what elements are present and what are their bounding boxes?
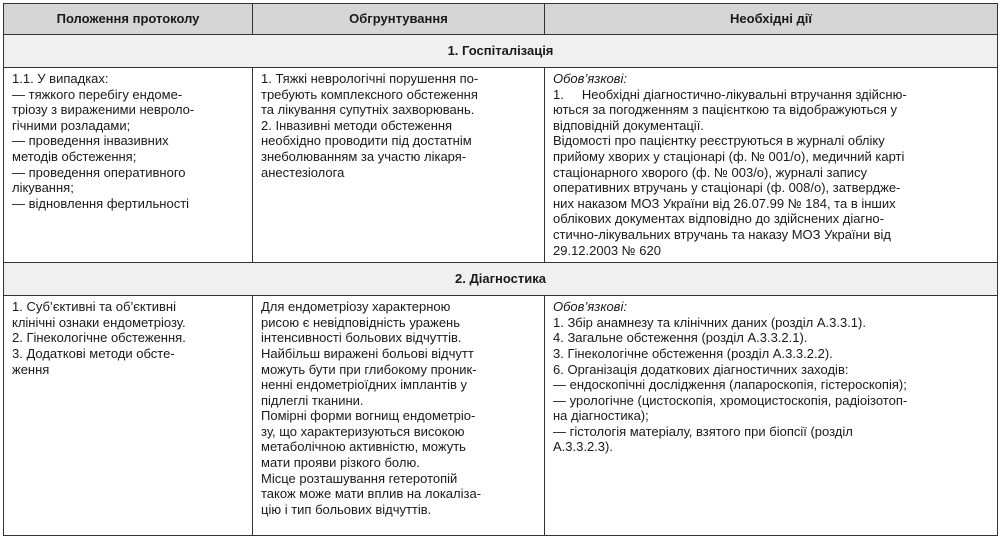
text-line: стично-лікувальних втручань та наказу МОЗ України від	[553, 226, 891, 242]
text-line: зу, що характеризуються високою	[261, 423, 465, 439]
text-line: Відомості про пацієнтку реєструються в журналі обліку	[553, 133, 885, 149]
text-line: Для ендометріозу характерною	[261, 299, 451, 315]
text-line: інтенсивності больових відчуттів.	[261, 330, 462, 346]
text-line: — гістологія матеріалу, взятого при біопсії (розділ	[553, 423, 853, 439]
text-line: прийому хворих у стаціонарі (ф. № 001/о), медичний карті	[553, 148, 905, 164]
text-line: 1. Збір анамнезу та клінічних даних (розділ А.3.3.1).	[553, 314, 866, 330]
text-line: можуть бути при глибокому проник-	[261, 361, 477, 377]
header-provisions: Положення протоколу	[4, 4, 253, 35]
text-line: облікових документах відповідно до здійснених діагно-	[553, 211, 884, 227]
text-line: них наказом МОЗ України від 26.07.99 № 184, та в інших	[553, 195, 896, 211]
text-line: А.3.3.2.3).	[553, 439, 613, 455]
text-line: тріозу з вираженими невроло-	[12, 102, 195, 118]
section-title: 2. Діагностика	[4, 263, 998, 296]
header-rationale: Обгрунтування	[253, 4, 545, 35]
text-line: 3. Додаткові методи обсте-	[12, 345, 175, 361]
text-line: 6. Організація додаткових діагностичних заходів:	[553, 361, 849, 377]
text-line: стаціонарного хворого (ф. № 003/о), журналі запису	[553, 164, 867, 180]
section-title: 1. Госпіталізація	[4, 35, 998, 68]
text-line: анестезіолога	[261, 164, 345, 180]
text-line: Помірні форми вогнищ ендометріо-	[261, 408, 476, 424]
text-line: необхідно проводити під достатнім	[261, 133, 472, 149]
text-line: клінічні ознаки ендометріозу.	[12, 314, 186, 330]
table-row	[4, 296, 998, 536]
text-line: мати прояви різкого болю.	[261, 455, 420, 471]
provisions-cell	[4, 68, 253, 263]
text-line: цію і тип больових відчуттів.	[261, 501, 432, 517]
text-line: 1.1. У випадках:	[12, 71, 109, 86]
section-hospitalization-title-row	[4, 35, 998, 68]
section-diagnostics-title-row	[4, 263, 998, 296]
actions-cell	[545, 296, 998, 536]
text-line: 4. Загальне обстеження (розділ А.3.3.2.1).	[553, 330, 808, 346]
mandatory-label: Обов’язкові:	[553, 71, 627, 86]
text-line: знеболюванням за участю лікаря-	[261, 148, 467, 164]
text-line: ження	[12, 361, 50, 377]
text-line: рисою є невідповідність уражень	[261, 314, 461, 330]
header-row	[4, 4, 998, 35]
text-line: 3. Гінекологічне обстеження (розділ А.3.3.2.2).	[553, 345, 833, 361]
rationale-cell	[253, 296, 545, 536]
actions-cell	[545, 68, 998, 263]
text-line: метаболічною активністю, можуть	[261, 439, 466, 455]
text-line: 29.12.2003 № 620	[553, 242, 661, 258]
header-actions: Необхідні дії	[545, 4, 998, 35]
text-line: — ендоскопічні дослідження (лапароскопія, гістероскопія);	[553, 377, 907, 393]
text-line: 2. Гінекологічне обстеження.	[12, 330, 186, 346]
text-line: підлеглі тканини.	[261, 392, 364, 408]
mandatory-label: Обов’язкові:	[553, 299, 627, 315]
text-line: оперативних втручань у стаціонарі (ф. 008/о), затвердже-	[553, 180, 901, 196]
table-row	[4, 68, 998, 263]
text-line: 1. Суб’єктивні та об’єктивні	[12, 299, 176, 315]
text-line: — проведення оперативного	[12, 164, 186, 180]
text-line: — відновлення фертильності	[12, 195, 190, 211]
text-line: лікування;	[12, 180, 74, 196]
text-line: 2. Інвазивні методи обстеження	[261, 117, 453, 133]
text-line: Найбільш виражені больові відчутт	[261, 345, 474, 361]
protocol-table	[3, 3, 998, 536]
text-line: гічними розладами;	[12, 117, 131, 133]
text-line: та лікування супутніх захворювань.	[261, 102, 475, 118]
text-line: також може мати вплив на локаліза-	[261, 486, 482, 502]
text-line: — урологічне (цистоскопія, хромоцистоскопія, радіоізотоп-	[553, 392, 908, 408]
text-line: відповідній документації.	[553, 117, 704, 133]
provisions-cell	[4, 296, 253, 536]
text-line: ються за погодженням з пацієнткою та відображуються у	[553, 102, 897, 118]
text-line: Місце розташування гетеротопій	[261, 470, 458, 486]
text-line: 1. Тяжкі неврологічні порушення по-	[261, 71, 479, 86]
text-line: ненні ендометріоїдних імплантів у	[261, 377, 468, 393]
rationale-cell	[253, 68, 545, 263]
text-line: — тяжкого перебігу ендоме-	[12, 86, 183, 102]
text-line: 1. Необхідні діагностично-лікувальні втручання здійсню-	[553, 86, 907, 102]
text-line: методів обстеження;	[12, 148, 137, 164]
text-line: на діагностика);	[553, 408, 649, 424]
text-line: — проведення інвазивних	[12, 133, 169, 149]
text-line: требують комплексного обстеження	[261, 86, 478, 102]
